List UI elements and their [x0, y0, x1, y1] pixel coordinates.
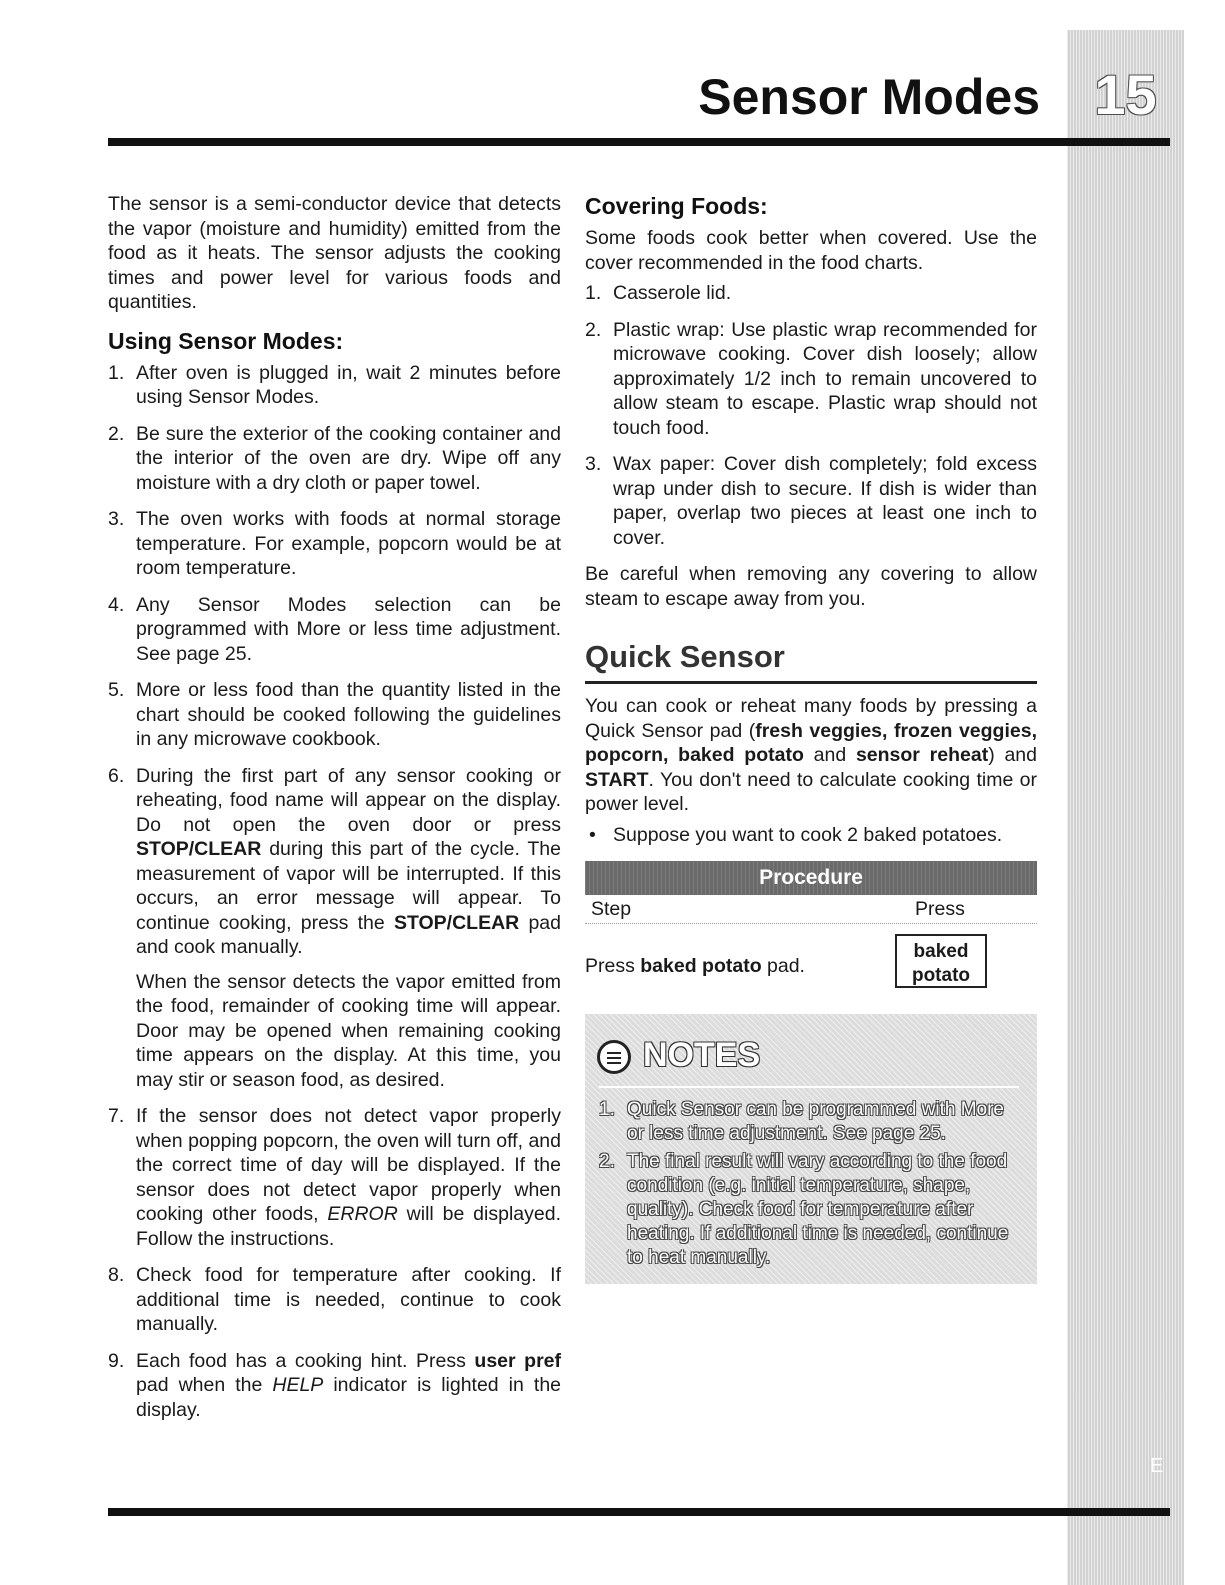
procedure-row [585, 924, 1037, 998]
page-number: 15 [1094, 63, 1157, 126]
list-item: 2. Plastic wrap: Use plastic wrap recommended for microwave cooking. Cover dish loosely; allow approximately 1/2 inch to remain uncovered to allow steam to escape. Plastic wrap should not touch food. [585, 318, 1037, 439]
quick-sensor-heading: Quick Sensor [585, 639, 785, 674]
list-item: 5. More or less food than the quantity listed in the chart should be cooked following the guidelines in any microwave cookbook. [108, 679, 561, 750]
quick-sensor-rule [585, 681, 1037, 684]
list-item: 3. The oven works with foods at normal storage temperature. For example, popcorn would be at room temperature. [108, 508, 561, 579]
covering-intro: Some foods cook better when covered. Use the cover recommended in the food charts. [585, 227, 1037, 274]
page-title: Sensor Modes [698, 69, 1040, 125]
right-column [585, 192, 1037, 998]
list-item: 6. During the first part of any sensor cooking or reheating, food name will appear on the display. Do not open the oven door or press STOP/CLEAR during this part of the cycle. The measurement of vapor will be interrupted. If this occurs, an error message will appear. To continue cooking, press the STOP/CLEAR pad and cook manually. When the sensor detects the vapor emitted from the food, remainder of cooking time will appear. Door may be opened when remaining cooking time appears on the display. At this time, you may stir or season food, as desired. [108, 764, 561, 1091]
list-item: 2. The final result will vary according to the food condition (e.g. initial temperature, shape, quality). Check food for temperature after heating. If additional time is needed, continue to heat manually. [599, 1151, 1009, 1268]
notes-list [599, 1098, 1019, 1274]
baked-potato-pad: baked potato [895, 934, 987, 988]
list-item: 1. Quick Sensor can be programmed with More or less time adjustment. See page 25. [599, 1099, 1004, 1144]
quick-sensor-paragraph: You can cook or reheat many foods by pressing a Quick Sensor pad (fresh veggies, frozen veggies, popcorn, baked potato and sensor reheat) and START. You don't need to calculate cooking time or power level. [585, 695, 1037, 815]
covering-outro: Be careful when removing any covering to allow steam to escape away from you. [585, 563, 1037, 610]
notes-icon [597, 1040, 631, 1074]
notes-box [585, 1014, 1037, 1284]
procedure-bar: Procedure [585, 861, 1037, 895]
list-item: 3. Wax paper: Cover dish completely; fold excess wrap under dish to secure. If dish is wider than paper, overlap two pieces at least one inch to cover. [585, 453, 1037, 549]
list-item: 1. Casserole lid. [585, 282, 732, 304]
intro-paragraph: The sensor is a semi-conductor device that detects the vapor (moisture and humidity) emitted from the food as it heats. The sensor adjusts the cooking times and power level for various foods and quantities. [108, 193, 561, 313]
left-column [108, 192, 561, 1434]
list-item: 4. Any Sensor Modes selection can be programmed with More or less time adjustment. See page 25. [108, 593, 561, 665]
using-sensor-heading: Using Sensor Modes: [108, 327, 344, 354]
top-rule [108, 138, 1170, 146]
list-item: 8. Check food for temperature after cooking. If additional time is needed, continue to cook manually. [108, 1264, 561, 1335]
bottom-rule [108, 1508, 1170, 1516]
example-bullet: • Suppose you want to cook 2 baked potatoes. [589, 823, 1003, 846]
list-item-continuation: When the sensor detects the vapor emitted from the food, remainder of cooking time will appear. Door may be opened when remaining cooking time appears on the display. At this time, you may stir or season food, as desired. [136, 970, 561, 1091]
press-column-label: Press [915, 898, 965, 920]
covering-foods-heading: Covering Foods: [585, 193, 768, 219]
sensor-steps-list [108, 361, 561, 1423]
covering-list [585, 281, 1037, 550]
notes-divider [599, 1086, 1019, 1088]
list-item: 2. Be sure the exterior of the cooking container and the interior of the oven are dry. Wipe off any moisture with a dry cloth or paper towel. [108, 422, 561, 494]
procedure-step-text: Press baked potato pad. [585, 955, 805, 977]
side-letter: E [1150, 1455, 1164, 1477]
list-item: 1. After oven is plugged in, wait 2 minutes before using Sensor Modes. [108, 361, 561, 408]
side-tab [1067, 30, 1184, 1585]
list-item: 9. Each food has a cooking hint. Press user pref pad when the HELP indicator is lighted in the display. [108, 1349, 562, 1421]
list-item: 7. If the sensor does not detect vapor properly when popping popcorn, the oven will turn off, and the correct time of day will be displayed. If the sensor does not detect vapor properly when cooking other foods, ERROR will be displayed. Follow the instructions. [108, 1105, 561, 1250]
notes-title: NOTES [643, 1036, 761, 1074]
procedure-header [585, 895, 1037, 924]
step-column-label: Step [591, 898, 632, 920]
